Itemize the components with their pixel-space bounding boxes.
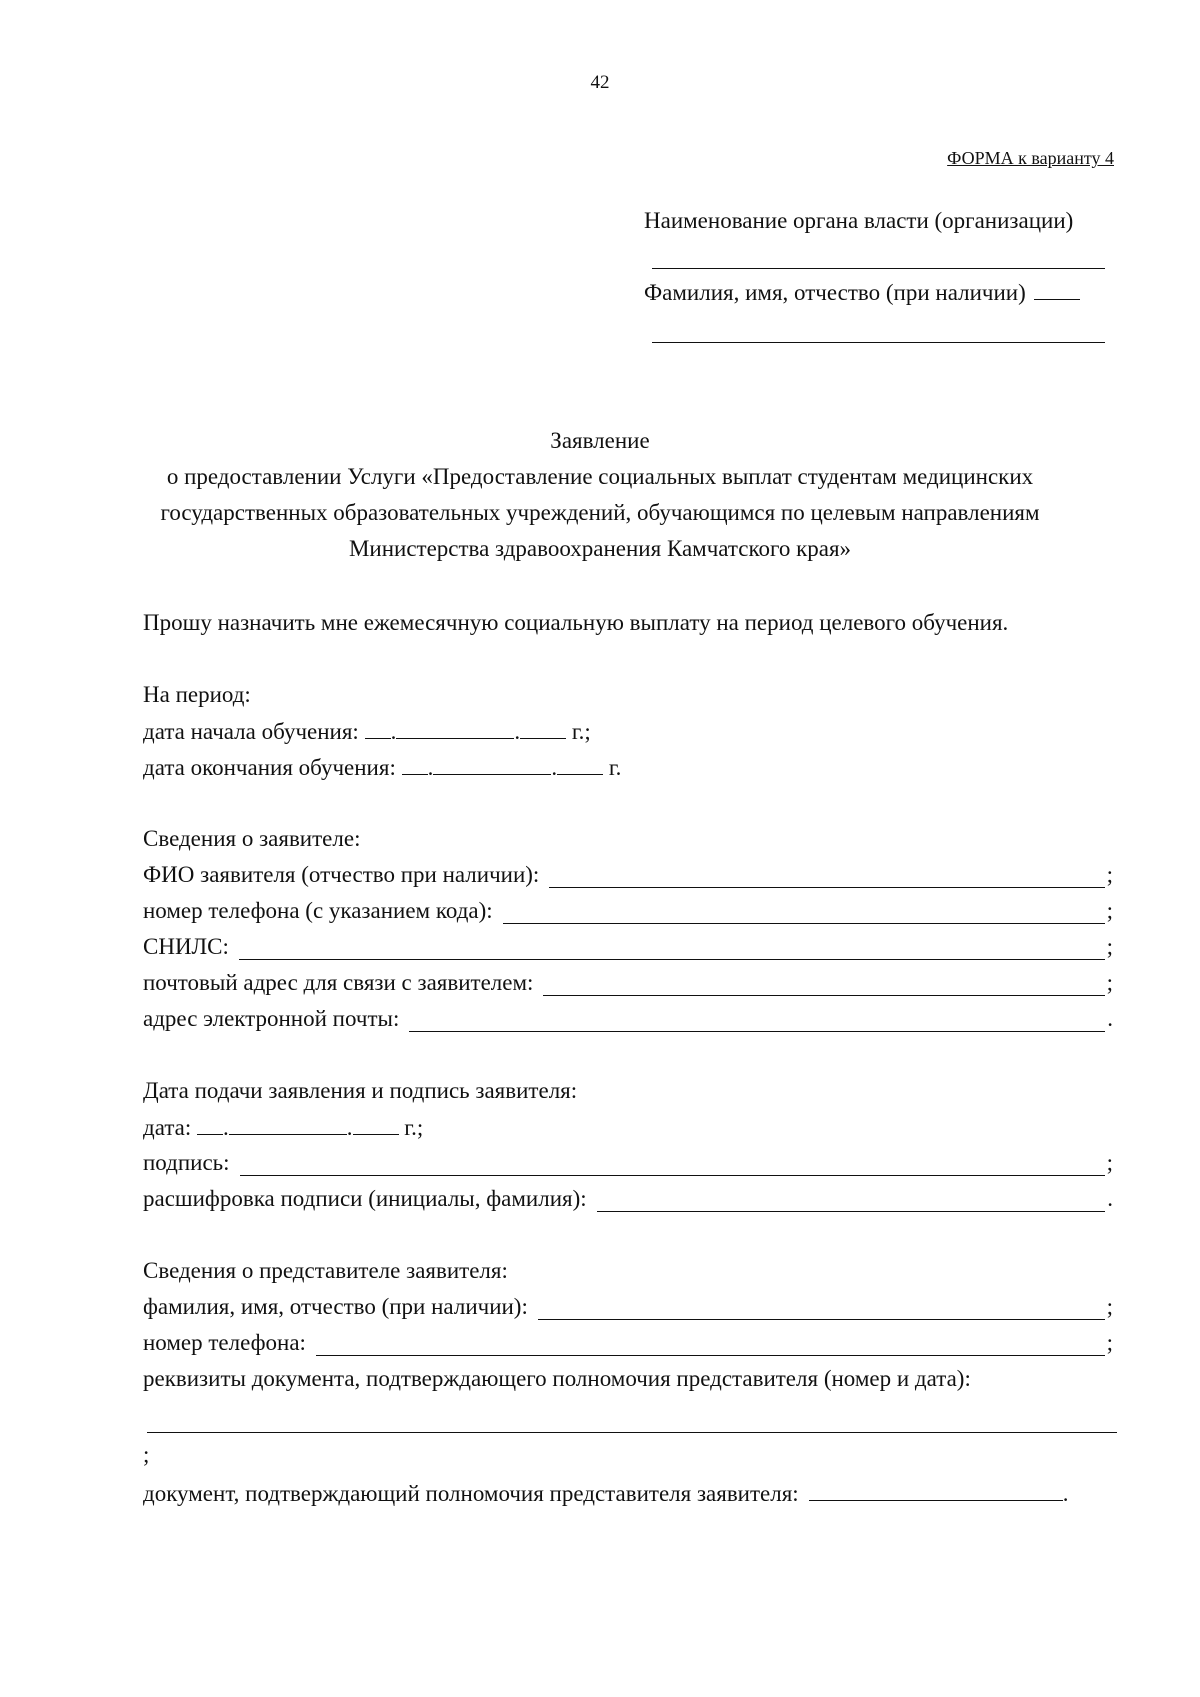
representative-document-row: документ, подтверждающий полномочия представителя заявителя: . — [143, 1481, 1069, 1506]
representative-fio-row: фамилия, имя, отчество (при наличии): ; — [143, 1294, 1113, 1319]
fio-header-field[interactable] — [652, 342, 1105, 343]
representative-phone-field[interactable] — [316, 1333, 1105, 1356]
end-date-row: дата окончания обучения: . . г. — [143, 755, 622, 780]
representative-phone-row: номер телефона: ; — [143, 1330, 1113, 1355]
title-line-3: государственных образовательных учреждений, обучающимся по целевым направлениям — [160, 500, 1040, 525]
signature-row: подпись: ; — [143, 1150, 1113, 1175]
representative-heading: Сведения о представителе заявителя: — [143, 1258, 508, 1283]
period-heading: На период: — [143, 682, 251, 707]
applicant-email-row: адрес электронной почты: . — [143, 1006, 1113, 1031]
signing-date-row: дата: . . г.; — [143, 1115, 424, 1140]
start-date-label: дата начала обучения: — [143, 719, 359, 744]
applicant-snils-field[interactable] — [239, 937, 1105, 960]
org-name-field[interactable] — [652, 268, 1105, 269]
title-line-2: о предоставлении Услуги «Предоставление социальных выплат студентам медицинских — [166, 464, 1034, 489]
form-variant-label: ФОРМА к варианту 4 — [947, 148, 1114, 168]
signing-month-field[interactable] — [229, 1114, 347, 1135]
signature-field[interactable] — [240, 1153, 1105, 1176]
request-text: Прошу назначить мне ежемесячную социальную выплату на период целевого обучения. — [143, 610, 1009, 635]
end-day-field[interactable] — [402, 754, 428, 775]
org-name-label: Наименование органа власти (организации) — [644, 208, 1074, 233]
title-line-4: Министерства здравоохранения Камчатского края» — [348, 536, 852, 561]
requisites-semicolon: ; — [143, 1442, 150, 1467]
page-number: 42 — [590, 72, 610, 93]
signature-decoding-field[interactable] — [597, 1189, 1106, 1212]
representative-document-field[interactable] — [809, 1480, 1063, 1501]
signing-date-label: дата: — [143, 1115, 192, 1140]
fio-header-label: Фамилия, имя, отчество (при наличии) — [644, 280, 1026, 305]
end-date-label: дата окончания обучения: — [143, 755, 396, 780]
fio-header-field-short[interactable] — [1034, 281, 1080, 300]
applicant-fio-row: ФИО заявителя (отчество при наличии): ; — [143, 862, 1113, 887]
applicant-phone-row: номер телефона (с указанием кода): ; — [143, 898, 1113, 923]
applicant-address-field[interactable] — [543, 973, 1104, 996]
end-month-field[interactable] — [433, 754, 551, 775]
document-title: Заявление — [550, 428, 650, 453]
signing-heading: Дата подачи заявления и подпись заявителя: — [143, 1078, 578, 1103]
signing-year-field[interactable] — [353, 1114, 399, 1135]
applicant-snils-row: СНИЛС: ; — [143, 934, 1113, 959]
applicant-email-field[interactable] — [409, 1009, 1105, 1032]
applicant-address-row: почтовый адрес для связи с заявителем: ; — [143, 970, 1113, 995]
applicant-heading: Сведения о заявителе: — [143, 826, 361, 851]
fio-header-row — [644, 280, 1080, 306]
applicant-phone-field[interactable] — [503, 901, 1105, 924]
start-date-row: дата начала обучения: . . г.; — [143, 719, 591, 744]
start-month-field[interactable] — [396, 718, 514, 739]
start-day-field[interactable] — [365, 718, 391, 739]
applicant-fio-field[interactable] — [549, 865, 1104, 888]
end-year-field[interactable] — [557, 754, 603, 775]
start-year-field[interactable] — [520, 718, 566, 739]
signature-decoding-row: расшифровка подписи (инициалы, фамилия): . — [143, 1186, 1113, 1211]
representative-requisites-field[interactable] — [147, 1432, 1117, 1433]
representative-fio-field[interactable] — [538, 1297, 1105, 1320]
representative-requisites-label: реквизиты документа, подтверждающего полномочия представителя (номер и дата): — [143, 1366, 971, 1391]
signing-day-field[interactable] — [197, 1114, 223, 1135]
